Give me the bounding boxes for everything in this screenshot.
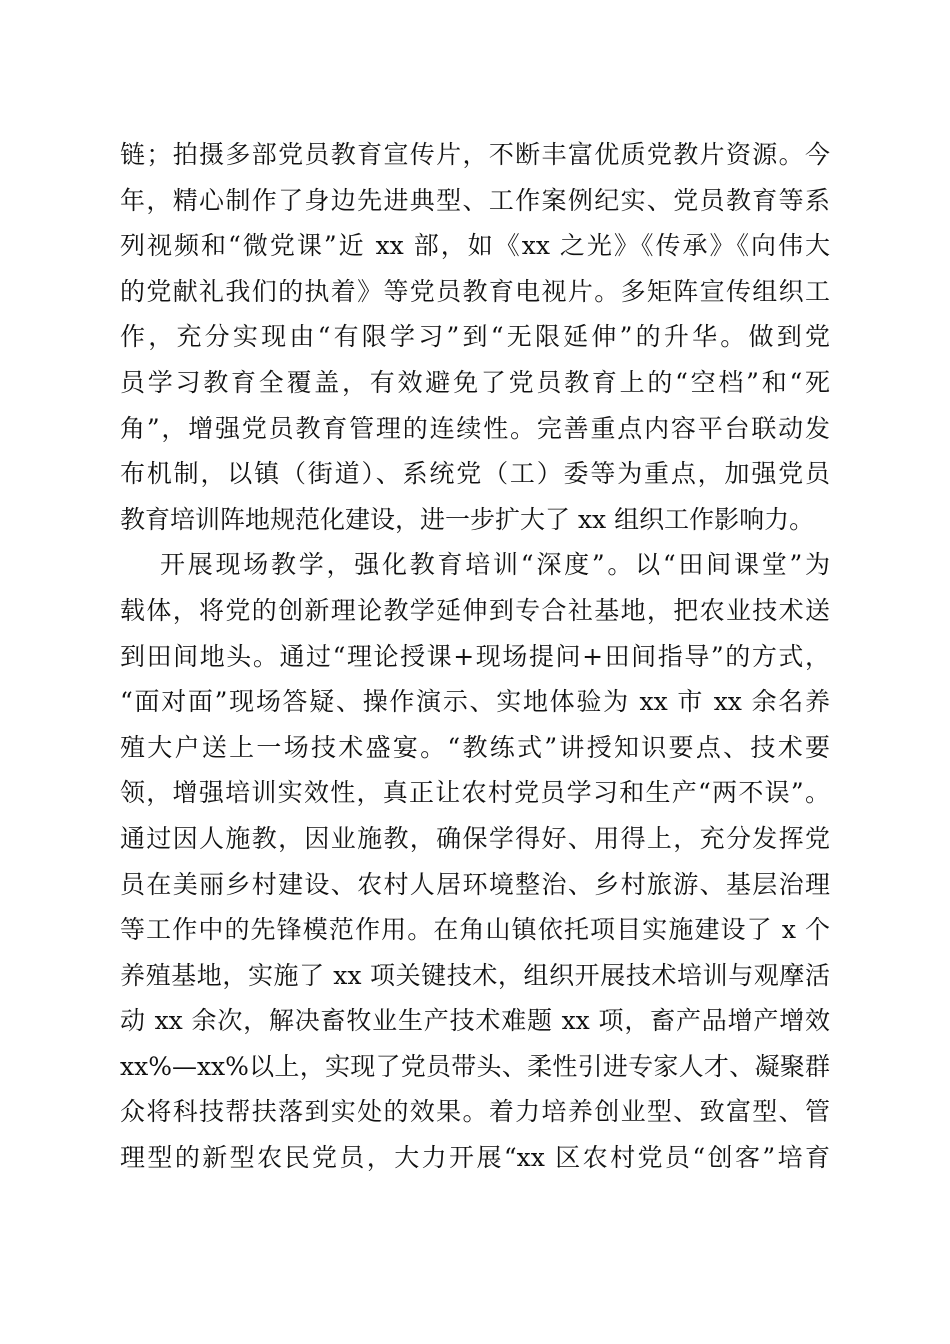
text-line: 理型的新型农民党员，大力开展“xx 区农村党员“创客”培育: [120, 1143, 830, 1173]
text-line: xx%—xx%以上，实现了党员带头、柔性引进专家人才、凝聚群: [120, 1051, 830, 1081]
text-line: 养殖基地，实施了 xx 项关键技术，组织开展技术培训与观摩活: [120, 960, 830, 990]
text-line: 员在美丽乡村建设、农村人居环境整治、乡村旅游、基层治理: [120, 869, 830, 899]
text-line: 的党献礼我们的执着》等党员教育电视片。多矩阵宣传组织工: [120, 276, 830, 306]
text-line: 众将科技帮扶落到实处的效果。着力培养创业型、致富型、管: [120, 1097, 830, 1127]
text-line: 动 xx 余次，解决畜牧业生产技术难题 xx 项，畜产品增产增效: [120, 1006, 830, 1036]
text-line: 布机制，以镇（街道）、系统党（工）委等为重点，加强党员: [120, 459, 830, 489]
text-line: 载体，将党的创新理论教学延伸到专合社基地，把农业技术送: [120, 595, 830, 625]
text-line: 作，充分实现由“有限学习”到“无限延伸”的升华。做到党: [120, 322, 830, 352]
body-text: [120, 132, 830, 1181]
text-line: 员学习教育全覆盖，有效避免了党员教育上的“空档”和“死: [120, 367, 830, 397]
paragraph-end-line: 教育培训阵地规范化建设，进一步扩大了 xx 组织工作影响力。: [120, 504, 815, 534]
text-line: 列视频和“微党课”近 xx 部，如《xx 之光》《传承》《向伟大: [120, 231, 830, 261]
text-line: 领，增强培训实效性，真正让农村党员学习和生产“两不误”。: [120, 778, 830, 808]
text-line: 角”，增强党员教育管理的连续性。完善重点内容平台联动发: [120, 413, 830, 443]
paragraph-first-line: 开展现场教学，强化教育培训“深度”。以“田间课堂”为: [160, 550, 830, 580]
text-line: 殖大户送上一场技术盛宴。“教练式”讲授知识要点、技术要: [120, 732, 830, 762]
text-line: 年，精心制作了身边先进典型、工作案例纪实、党员教育等系: [120, 185, 830, 215]
text-line: 到田间地头。通过“理论授课+现场提问+田间指导”的方式，: [120, 641, 830, 671]
text-line: 通过因人施教，因业施教，确保学得好、用得上，充分发挥党: [120, 823, 830, 853]
text-line: 等工作中的先锋模范作用。在角山镇依托项目实施建设了 x 个: [120, 915, 830, 945]
text-line: “面对面”现场答疑、操作演示、实地体验为 xx 市 xx 余名养: [120, 687, 830, 717]
text-line: 链；拍摄多部党员教育宣传片，不断丰富优质党教片资源。今: [120, 140, 830, 169]
